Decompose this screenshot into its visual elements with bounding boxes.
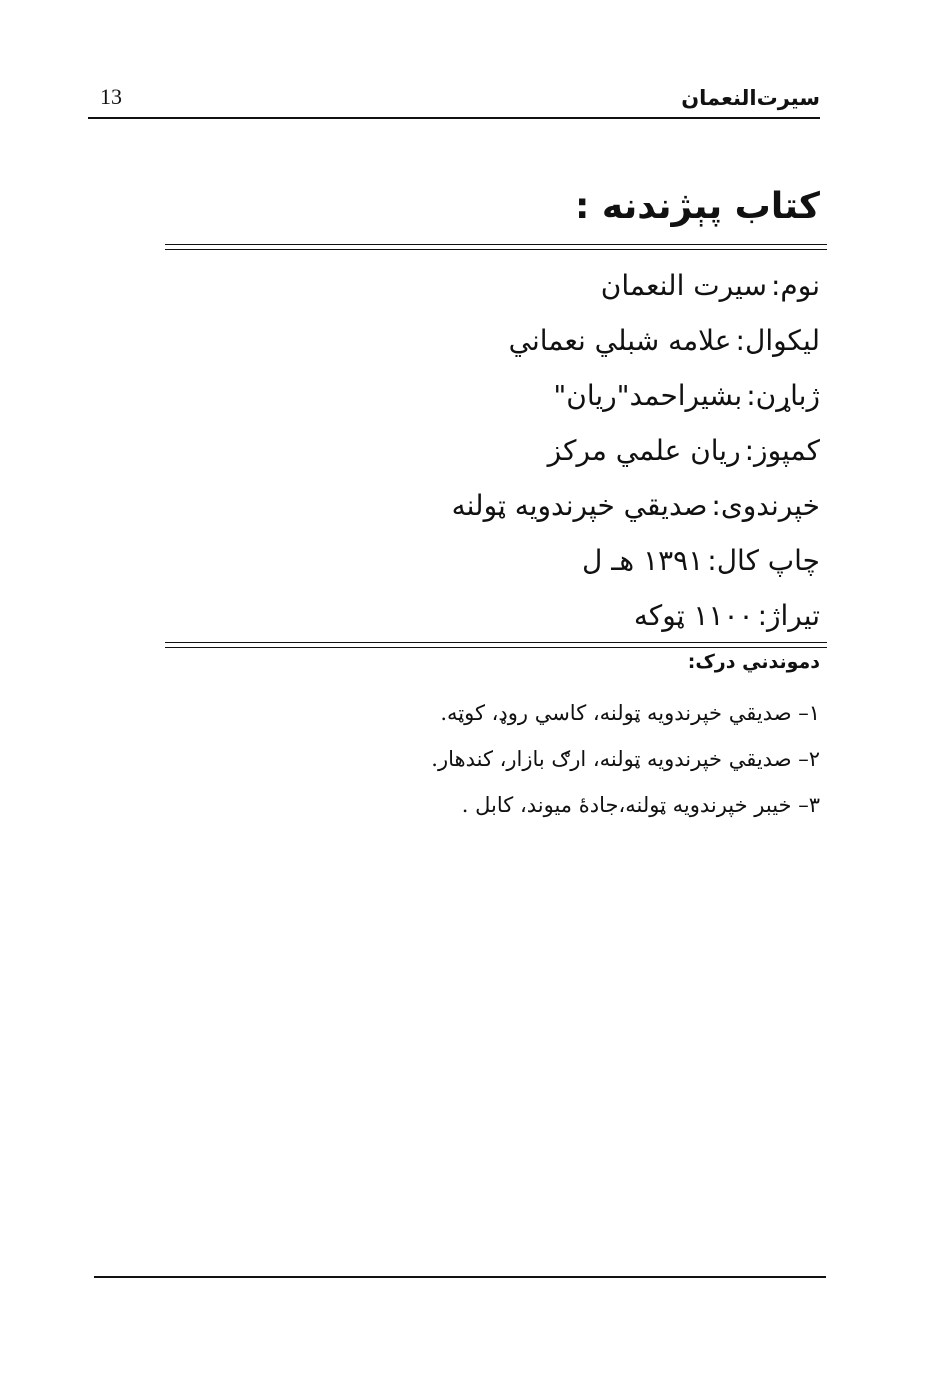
section-title: کتاب پېژندنه : <box>574 186 820 227</box>
info-row-publisher <box>160 478 820 533</box>
info-label: چاپ کال : <box>703 544 820 577</box>
header-divider <box>88 117 820 119</box>
info-row-name <box>160 258 820 313</box>
info-label: کمپوز : <box>741 434 820 467</box>
info-row-print-run <box>160 588 820 643</box>
page-number: 13 <box>100 84 122 109</box>
info-value: سیرت النعمان <box>600 269 767 302</box>
running-title: سیرت‌النعمان <box>681 86 820 110</box>
address-item: ۱– صدیقي خپرندویه ټولنه، کاسي روډ، کوټه. <box>440 701 820 725</box>
info-bottom-divider <box>165 642 827 648</box>
info-value: ۱۱۰۰ ټوکه <box>633 599 754 632</box>
address-list <box>320 690 820 828</box>
address-item: ۳– خیبر خپرندویه ټولنه،جادهٔ میوند، کابل . <box>461 793 820 817</box>
info-label: نوم : <box>767 269 820 302</box>
info-row-author <box>160 313 820 368</box>
info-top-divider <box>165 244 827 250</box>
info-row-translator <box>160 368 820 423</box>
info-label: لیکوال : <box>732 324 820 357</box>
addresses-heading: دموندني درک: <box>687 651 820 673</box>
info-value: علامه شبلي نعماني <box>508 324 732 357</box>
info-label: تیراژ : <box>754 599 820 632</box>
address-item: ۲– صدیقي خپرندویه ټولنه، ارګ بازار، کندهار. <box>431 747 820 771</box>
info-label: خپرندوی : <box>707 489 820 522</box>
footer-divider <box>94 1276 826 1278</box>
info-row-print-year <box>160 533 820 588</box>
info-value: صدیقي خپرندویه ټولنه <box>451 489 708 522</box>
info-value: ریان علمي مرکز <box>547 434 741 467</box>
info-value: ۱۳۹۱ هـ ل <box>581 544 704 577</box>
info-value: بشیراحمد"ریان" <box>553 379 743 412</box>
book-info-list <box>160 258 820 643</box>
info-row-compose <box>160 423 820 478</box>
info-label: ژباړن : <box>742 379 820 412</box>
